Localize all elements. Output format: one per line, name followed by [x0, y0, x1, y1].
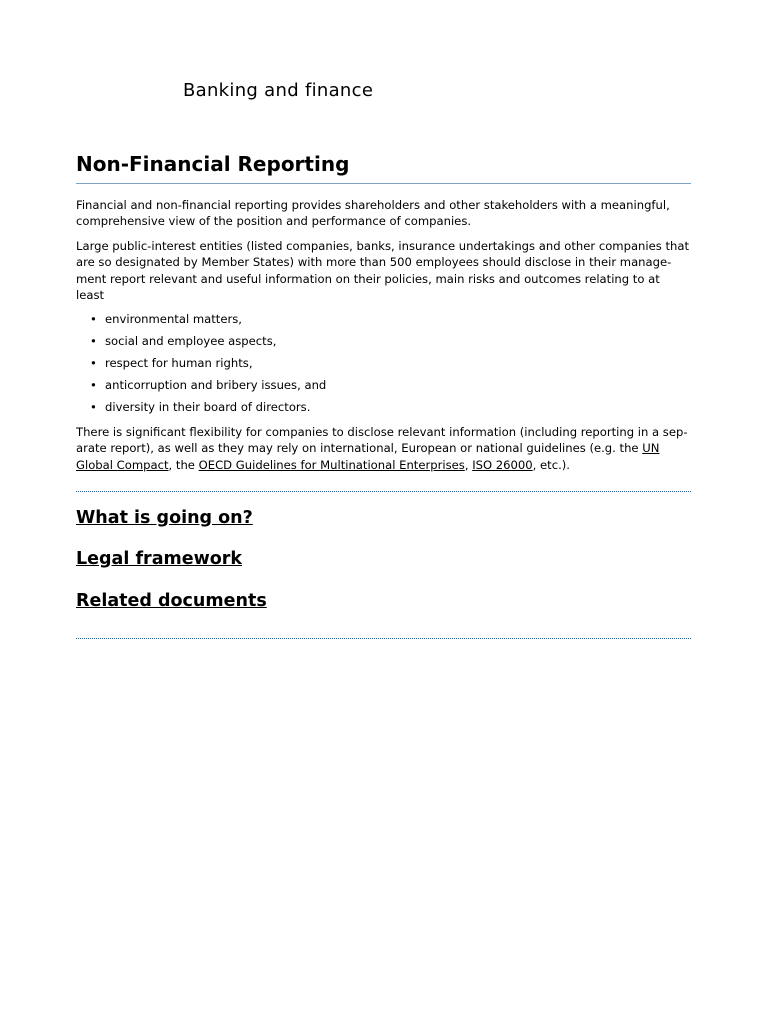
list-item-text: environmental matters, [105, 312, 242, 327]
list-item [90, 399, 691, 415]
article-body [76, 197, 691, 481]
related-documents-link[interactable]: Related documents [76, 591, 267, 611]
subsection-heading [76, 590, 267, 612]
subsection-heading [76, 507, 253, 529]
whats-going-on-link[interactable]: What is going on? [76, 508, 253, 528]
list-item [90, 333, 691, 349]
bullet-icon: • [90, 312, 97, 327]
un-global-compact-link[interactable]: UN Global Compact [76, 441, 660, 472]
bullet-icon: • [90, 356, 97, 371]
flexibility-lead-text: There is significant flexibility for companies to disclose relevant information (including reporting in a sep-arate report), as well as they may rely on international, European or national guidelines (e.g. the [76, 424, 688, 456]
topics-list [76, 311, 691, 415]
bullet-icon: • [90, 378, 97, 393]
intro-paragraph: Financial and non-financial reporting provides shareholders and other stakeholders with a meaningful, comprehensive view of the position and performance of companies. [76, 198, 670, 229]
flexibility-paragraph [76, 424, 691, 473]
section-divider [76, 491, 691, 492]
list-item-text: social and employee aspects, [105, 334, 277, 349]
section-divider [76, 638, 691, 639]
list-item [90, 355, 691, 371]
list-item-text: diversity in their board of directors. [105, 400, 311, 415]
iso-26000-link[interactable]: ISO 26000 [472, 457, 533, 472]
list-item [90, 311, 691, 327]
list-item [90, 377, 691, 393]
scope-paragraph: Large public-interest entities (listed companies, banks, insurance undertakings and other companies that are so designated by Member States) with more than 500 employees should disclose in their manage-ment report relevant and useful information on their policies, main risks and outcomes relating to at least [76, 238, 690, 303]
flexibility-tail-text: , etc.). [532, 457, 570, 472]
legal-framework-link[interactable]: Legal framework [76, 549, 243, 569]
subsection-heading [76, 548, 242, 570]
list-item-text: respect for human rights, [105, 356, 253, 371]
section-label: Banking and finance [183, 80, 374, 101]
separator-text: , [464, 457, 473, 472]
bullet-icon: • [90, 334, 97, 349]
oecd-guidelines-link[interactable]: OECD Guidelines for Multinational Enterprises [198, 457, 465, 472]
page-title: Non-Financial Reporting [76, 150, 691, 184]
bullet-icon: • [90, 400, 97, 415]
separator-text: , the [168, 457, 199, 472]
list-item-text: anticorruption and bribery issues, and [105, 378, 327, 393]
